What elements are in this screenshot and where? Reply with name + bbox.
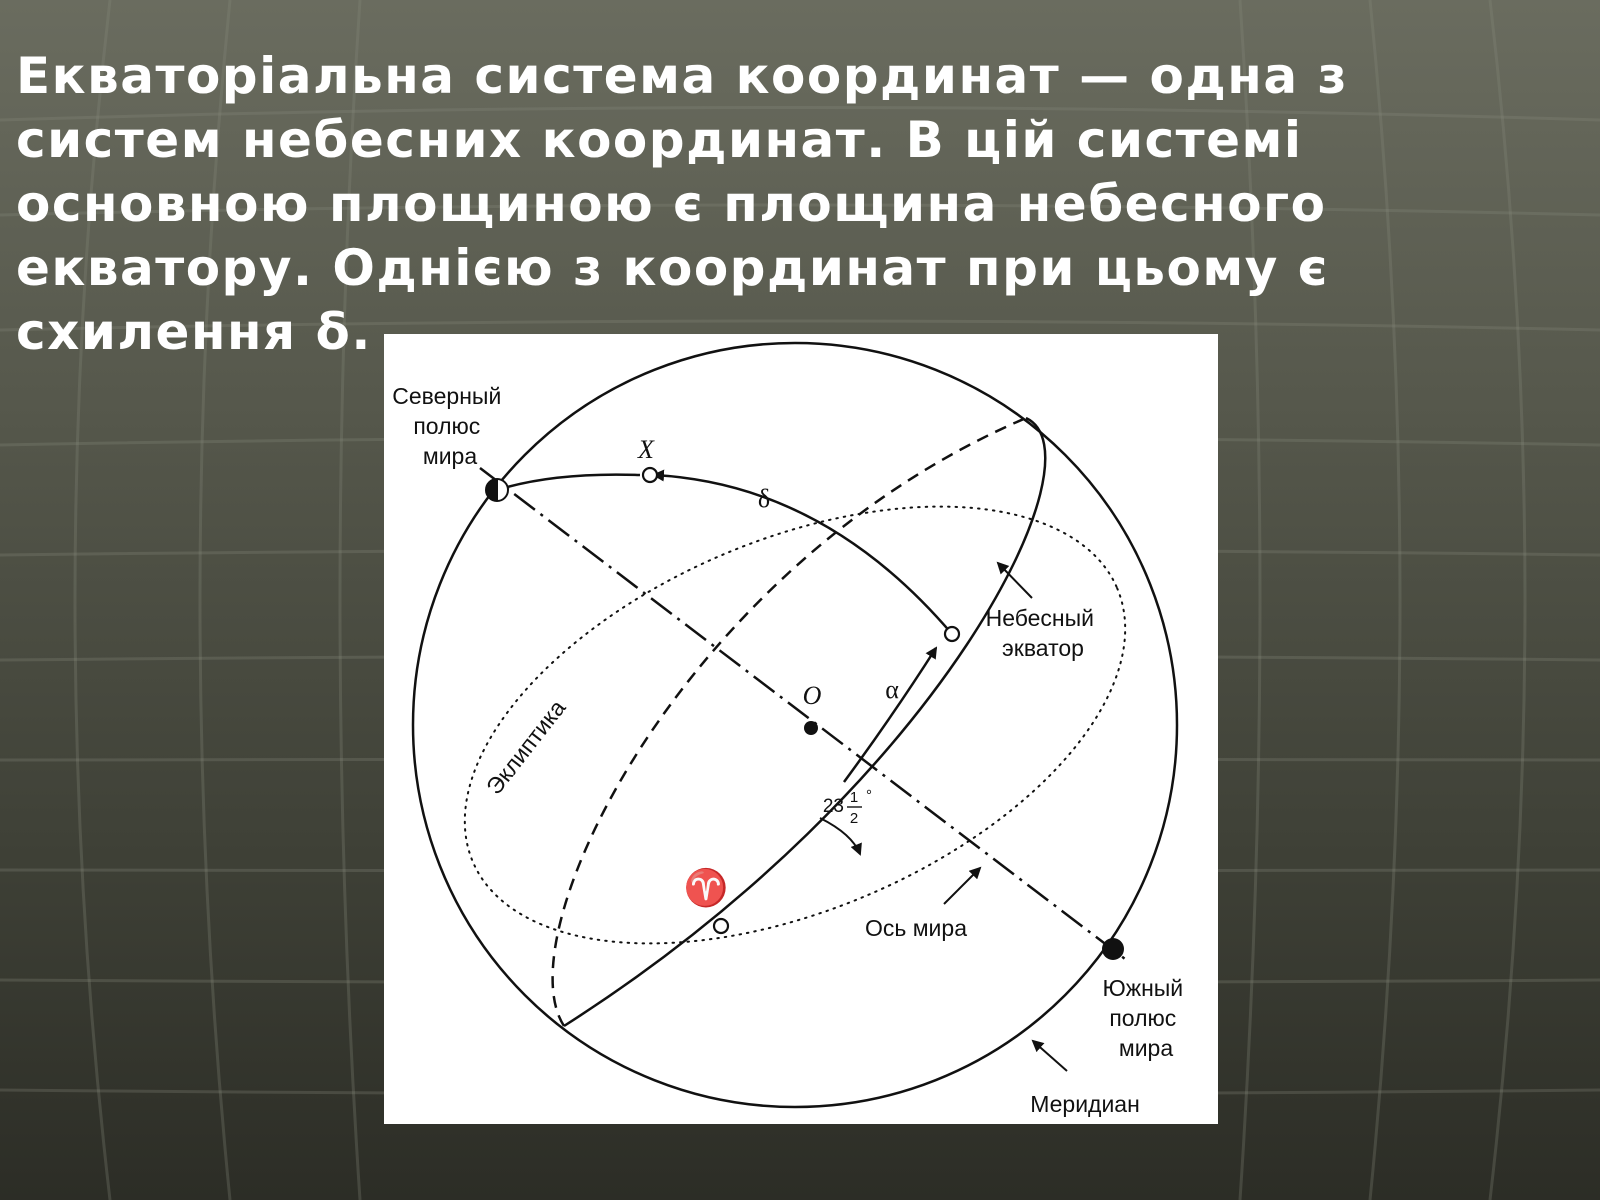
star-label: X: [638, 435, 654, 464]
south-pole-label: Южный полюс мира: [1102, 975, 1184, 1061]
vernal-equinox-point: [714, 919, 728, 933]
north-pole-label: Северный полюс мира: [392, 383, 502, 469]
axis-pointer-arrow: [944, 868, 980, 904]
axis-label: Ось мира: [864, 915, 968, 941]
declination-label: δ: [757, 484, 771, 513]
equator-pointer-arrow: [998, 563, 1032, 598]
angle-label-whole: 23: [822, 796, 844, 817]
celestial-sphere-diagram: [384, 334, 1218, 1124]
center-label: O: [802, 681, 822, 710]
meridian-label: Меридиан: [1030, 1091, 1140, 1117]
meridian-pointer-arrow: [1033, 1041, 1067, 1071]
equator-front-half: [564, 418, 1045, 1026]
equator-label: Небесный экватор: [985, 605, 1095, 661]
angle-label-numerator: 1: [849, 789, 859, 806]
right-ascension-arrow: [844, 648, 936, 782]
angle-label-denominator: 2: [849, 810, 859, 827]
equator-point: [945, 627, 959, 641]
right-ascension-label: α: [885, 675, 899, 704]
ecliptic-label: Эклиптика: [480, 694, 571, 800]
declination-arc: [654, 475, 952, 634]
south-pole-marker: [1102, 938, 1124, 960]
slide-text: Екваторіальна система координат — одна з систем небесних координат. В цій системі основною площиною є площина небесного екватору. Однією з координат при цьому є схилення δ.: [16, 47, 1349, 361]
world-axis: [480, 468, 1129, 962]
vernal-equinox-symbol: ♈: [683, 868, 729, 908]
celestial-sphere-figure: [384, 334, 1218, 1124]
center-point: [804, 721, 818, 735]
angle-label-unit: °: [866, 787, 872, 804]
star-point: [643, 468, 657, 482]
pole-to-star-arc: [497, 475, 640, 490]
